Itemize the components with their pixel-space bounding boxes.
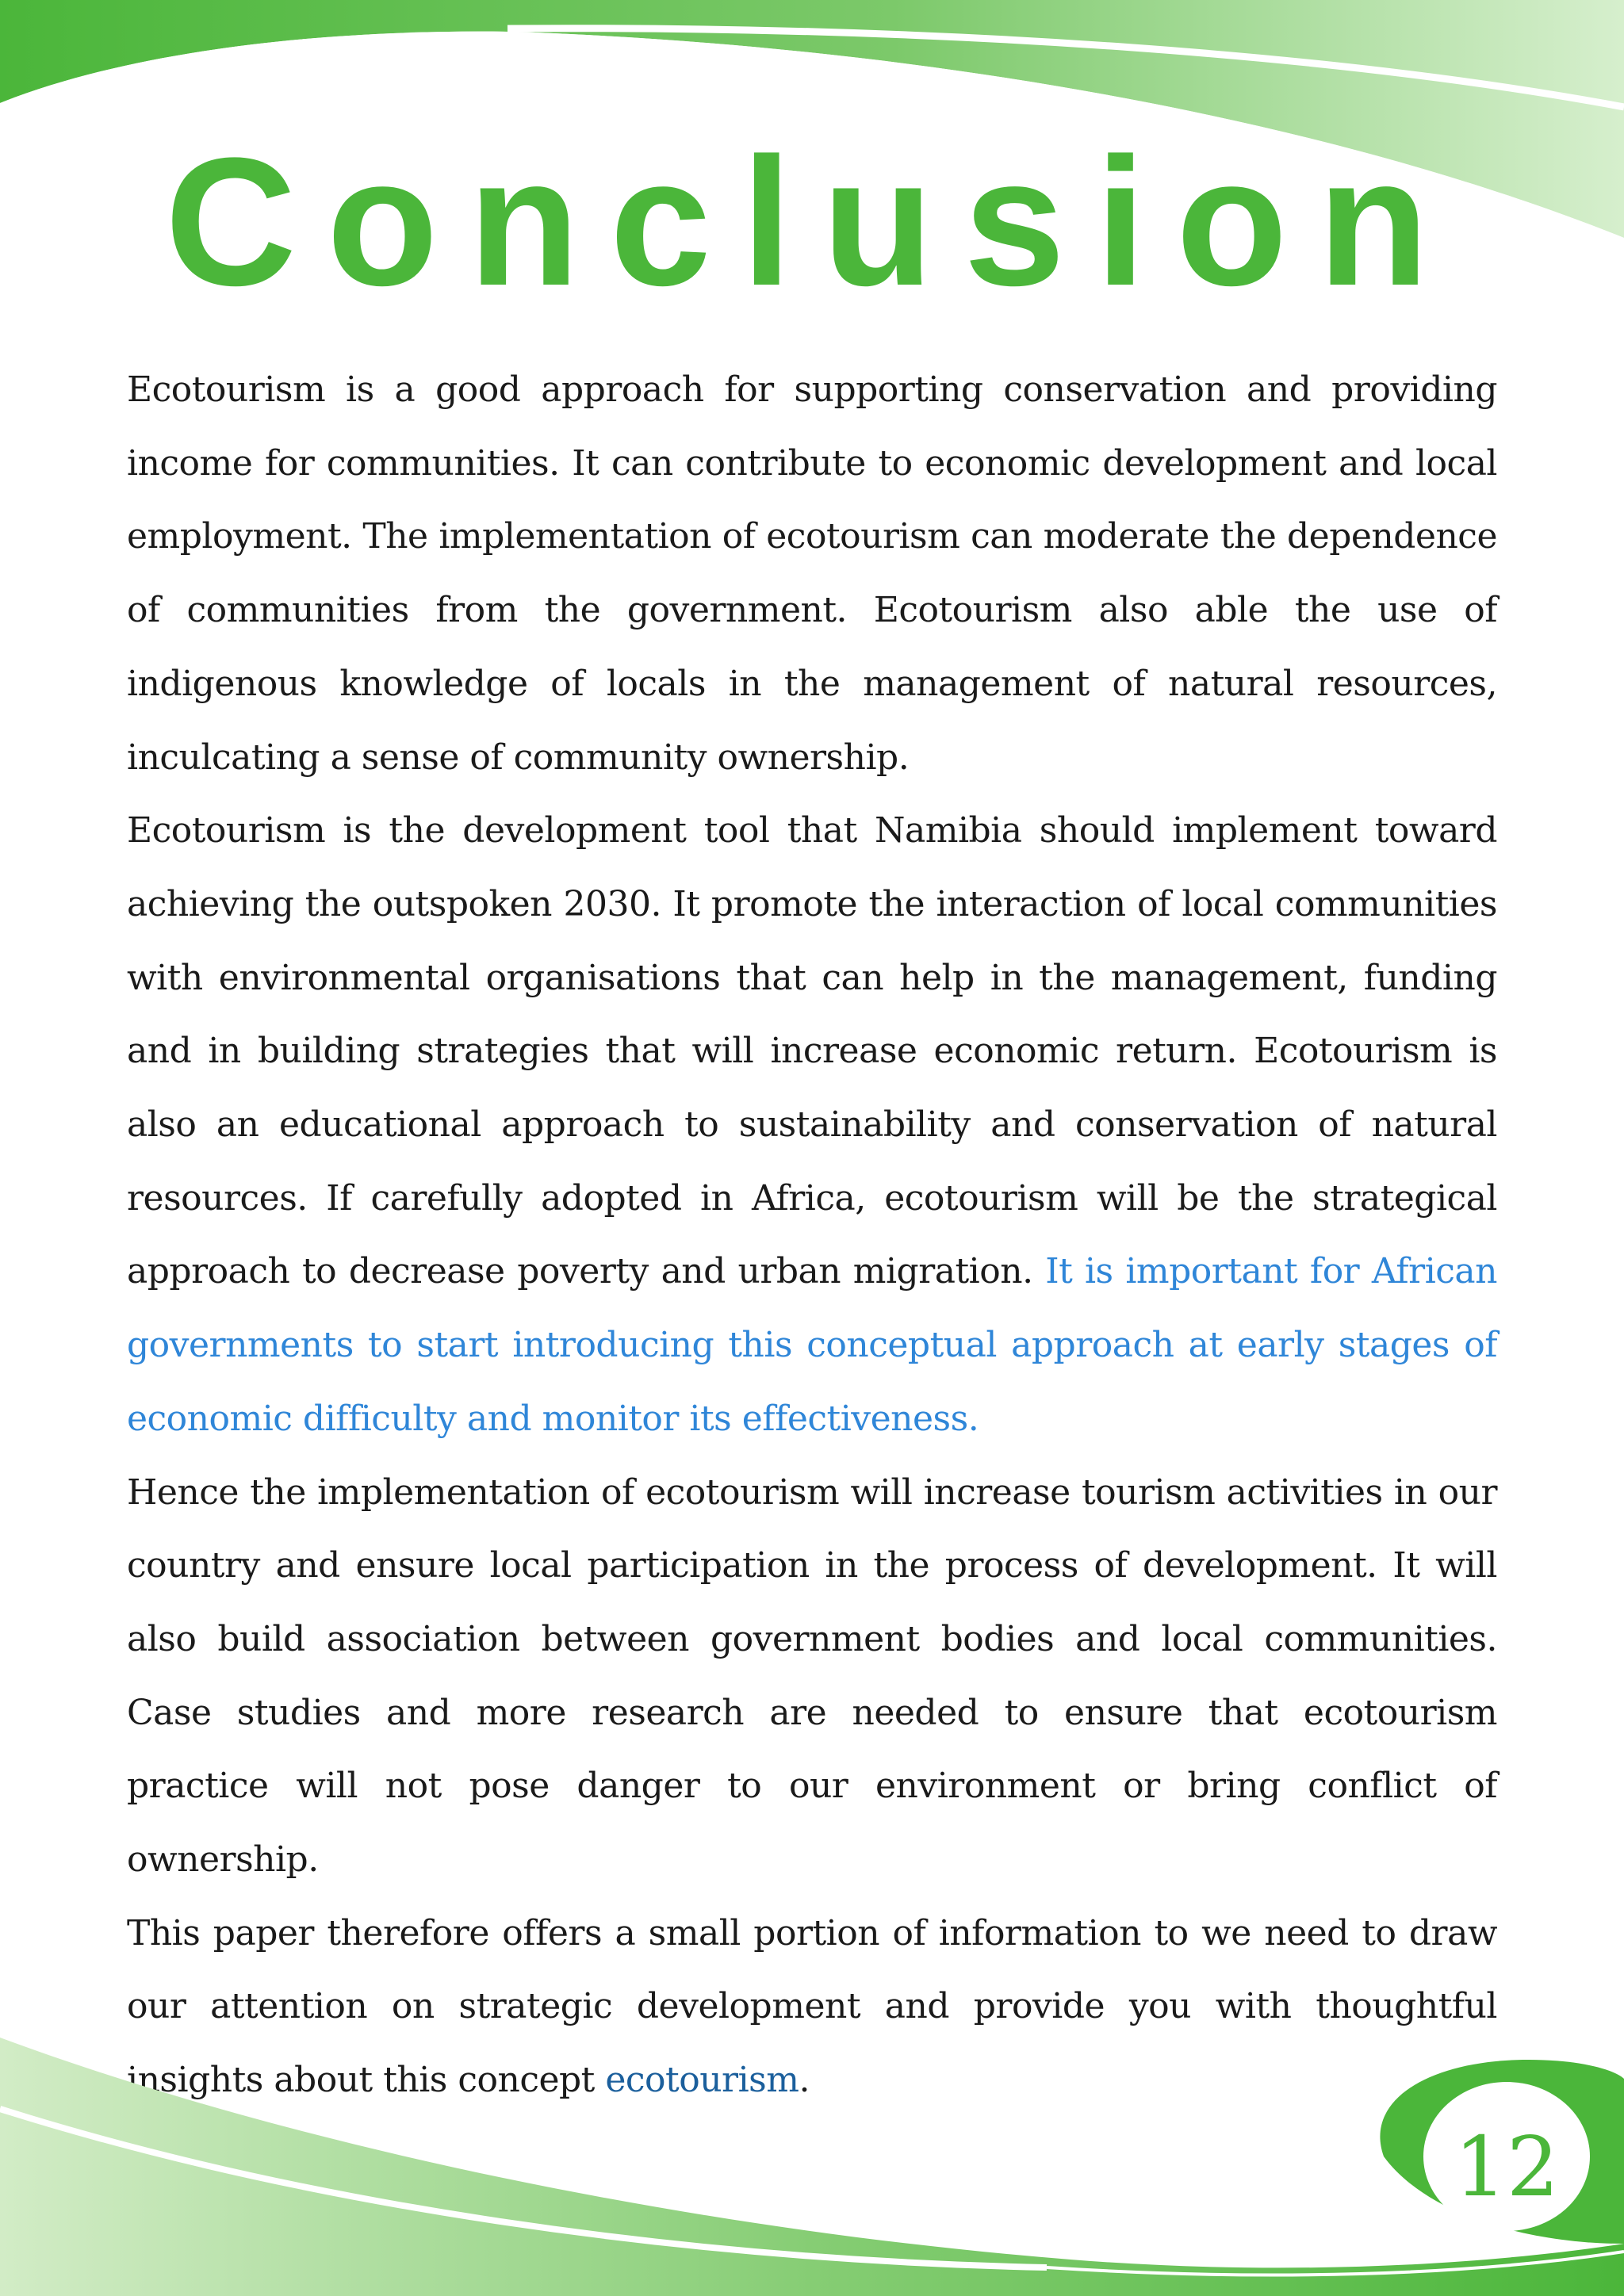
conclusion-body [127, 354, 1497, 2118]
paragraph-2-text: Ecotourism is the development tool that Namibia should implement toward achieving the outspoken 2030. It promote the interaction of local communities with environmental organisations that can help in the management, funding and in building strategies that will increase economic return. Ecotourism is also an educational approach to sustainability and conservation of natural resources. If carefully adopted in Africa, ecotourism will be the strategical approach to decrease poverty and urban migration. [127, 810, 1497, 1292]
paragraph-2 [127, 794, 1497, 1456]
paragraph-3: Hence the implementation of ecotourism will increase tourism activities in our country and ensure local participation in the process of development. It will also build association between government bodies and local communities. Case studies and more research are needed to ensure that ecotourism practice will not pose danger to our environment or bring conflict of ownership. [127, 1471, 1497, 1881]
bottom-green-wave-decoration [0, 2030, 1624, 2296]
ecotourism-link[interactable]: ecotourism [605, 2060, 799, 2101]
paragraph-1: Ecotourism is a good approach for supporting conservation and providing income for communities. It can contribute to economic development and local employment. The implementation of ecotourism can moderate the dependence of communities from the government. Ecotourism also able the use of indigenous knowledge of locals in the management of natural resources, inculcating a sense of community ownership. [127, 369, 1497, 778]
highlighted-recommendation: It is important for African governments to start introducing this conceptual approach at early stages of economic difficulty and monitor its effectiveness. [127, 1251, 1497, 1439]
page-title: Conclusion [164, 120, 1460, 323]
paragraph-4-end: . [799, 2060, 810, 2101]
page-number: 12 [1454, 2118, 1560, 2215]
paragraph-4-text: This paper therefore offers a small portion of information to we need to draw our attention on strategic development and provide you with thoughtful insights about this concept [127, 1912, 1497, 2101]
